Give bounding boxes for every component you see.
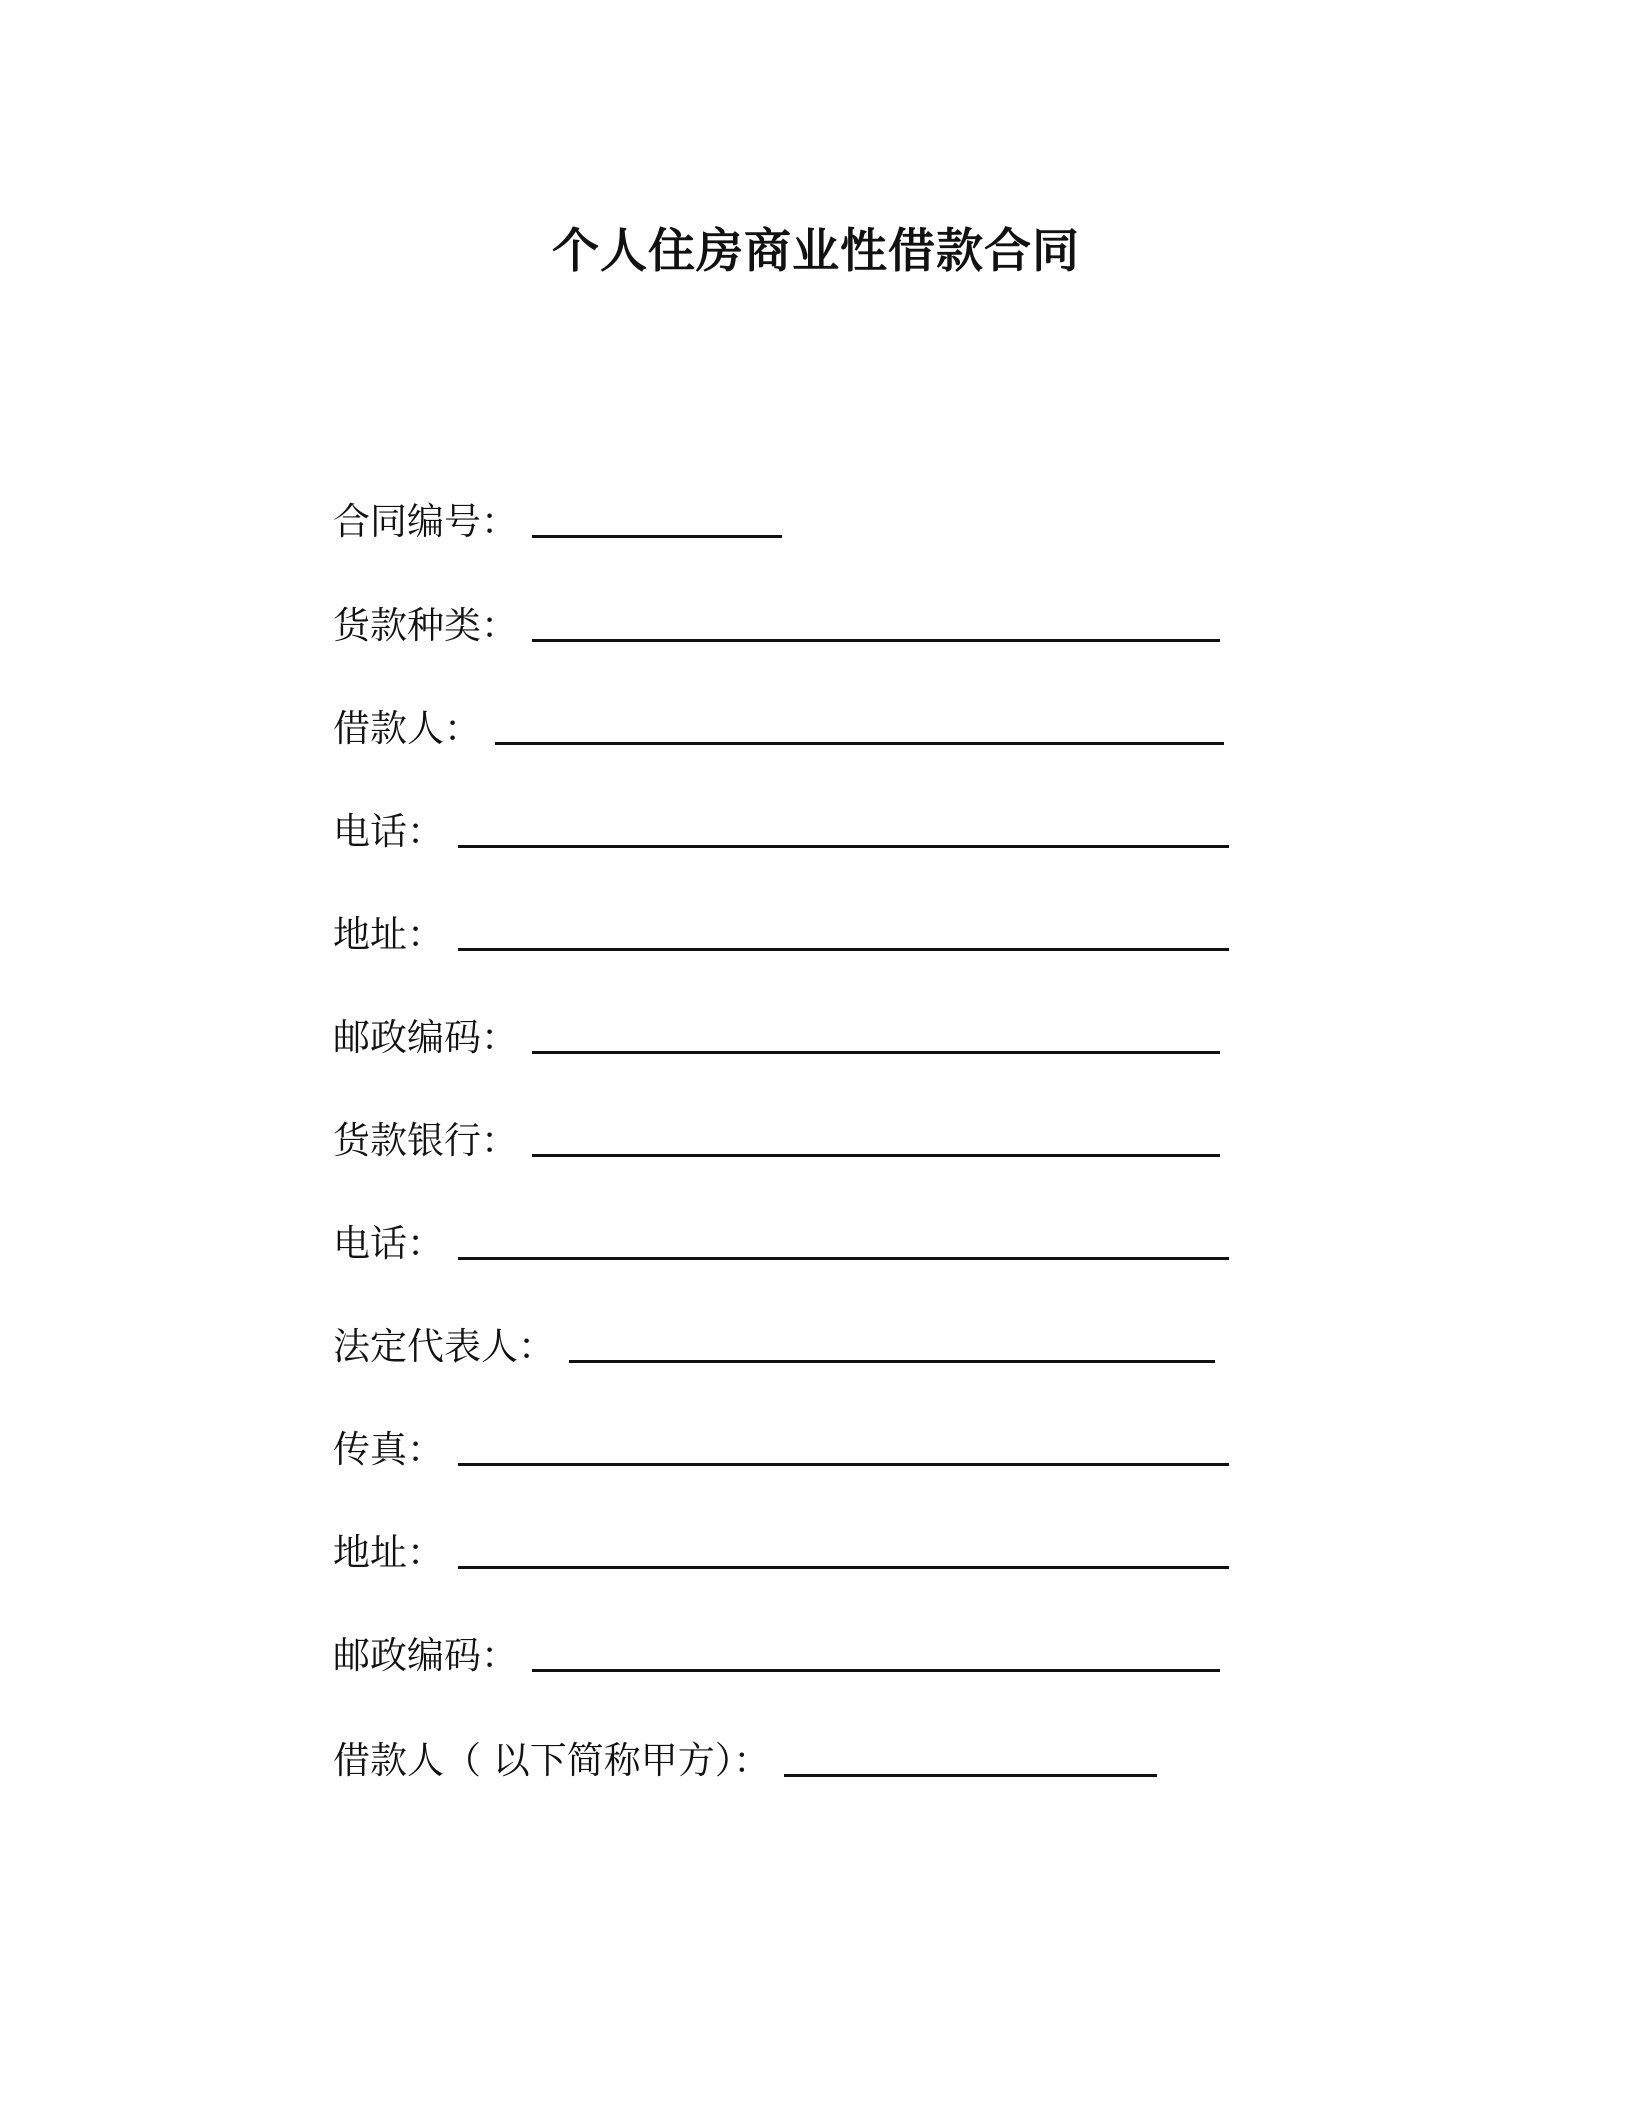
party-a-field — [333, 1735, 1157, 1785]
bank-postcode-field — [333, 1630, 1220, 1680]
bank-postcode-label: 邮政编码： — [333, 1634, 518, 1677]
fax-blank[interactable] — [458, 1463, 1229, 1466]
fax-field — [333, 1424, 1229, 1474]
party-a-label: 借款人（ 以下简称甲方）： — [333, 1739, 771, 1782]
bank-phone-blank[interactable] — [458, 1257, 1229, 1260]
document-title: 个人住房商业性借款合同 — [552, 224, 1080, 279]
contract-number-blank[interactable] — [532, 535, 782, 538]
bank-phone-label: 电话： — [333, 1222, 444, 1265]
fax-label: 传真： — [333, 1428, 444, 1471]
legal-representative-field — [333, 1321, 1215, 1371]
bank-postcode-blank[interactable] — [532, 1669, 1220, 1672]
borrower-phone-blank[interactable] — [458, 845, 1229, 848]
bank-address-field — [333, 1527, 1229, 1577]
bank-address-label: 地址： — [333, 1531, 444, 1574]
lending-bank-label: 货款银行： — [333, 1119, 518, 1162]
borrower-phone-field — [333, 806, 1229, 856]
borrower-phone-label: 电话： — [333, 810, 444, 853]
borrower-postcode-field — [333, 1012, 1220, 1062]
borrower-field — [333, 703, 1224, 753]
borrower-postcode-label: 邮政编码： — [333, 1016, 518, 1059]
borrower-postcode-blank[interactable] — [532, 1051, 1220, 1054]
legal-representative-label: 法定代表人： — [333, 1325, 555, 1368]
loan-type-label: 货款种类： — [333, 604, 518, 647]
loan-type-blank[interactable] — [532, 639, 1220, 642]
borrower-blank[interactable] — [495, 742, 1224, 745]
loan-type-field — [333, 600, 1220, 650]
borrower-address-label: 地址： — [333, 913, 444, 956]
borrower-label: 借款人： — [333, 707, 481, 750]
legal-representative-blank[interactable] — [569, 1360, 1215, 1363]
party-a-blank[interactable] — [784, 1774, 1157, 1777]
lending-bank-blank[interactable] — [532, 1154, 1220, 1157]
bank-phone-field — [333, 1218, 1229, 1268]
contract-number-field — [333, 496, 782, 546]
borrower-address-field — [333, 909, 1229, 959]
borrower-address-blank[interactable] — [458, 948, 1229, 951]
lending-bank-field — [333, 1115, 1220, 1165]
contract-number-label: 合同编号： — [333, 500, 518, 543]
bank-address-blank[interactable] — [458, 1566, 1229, 1569]
